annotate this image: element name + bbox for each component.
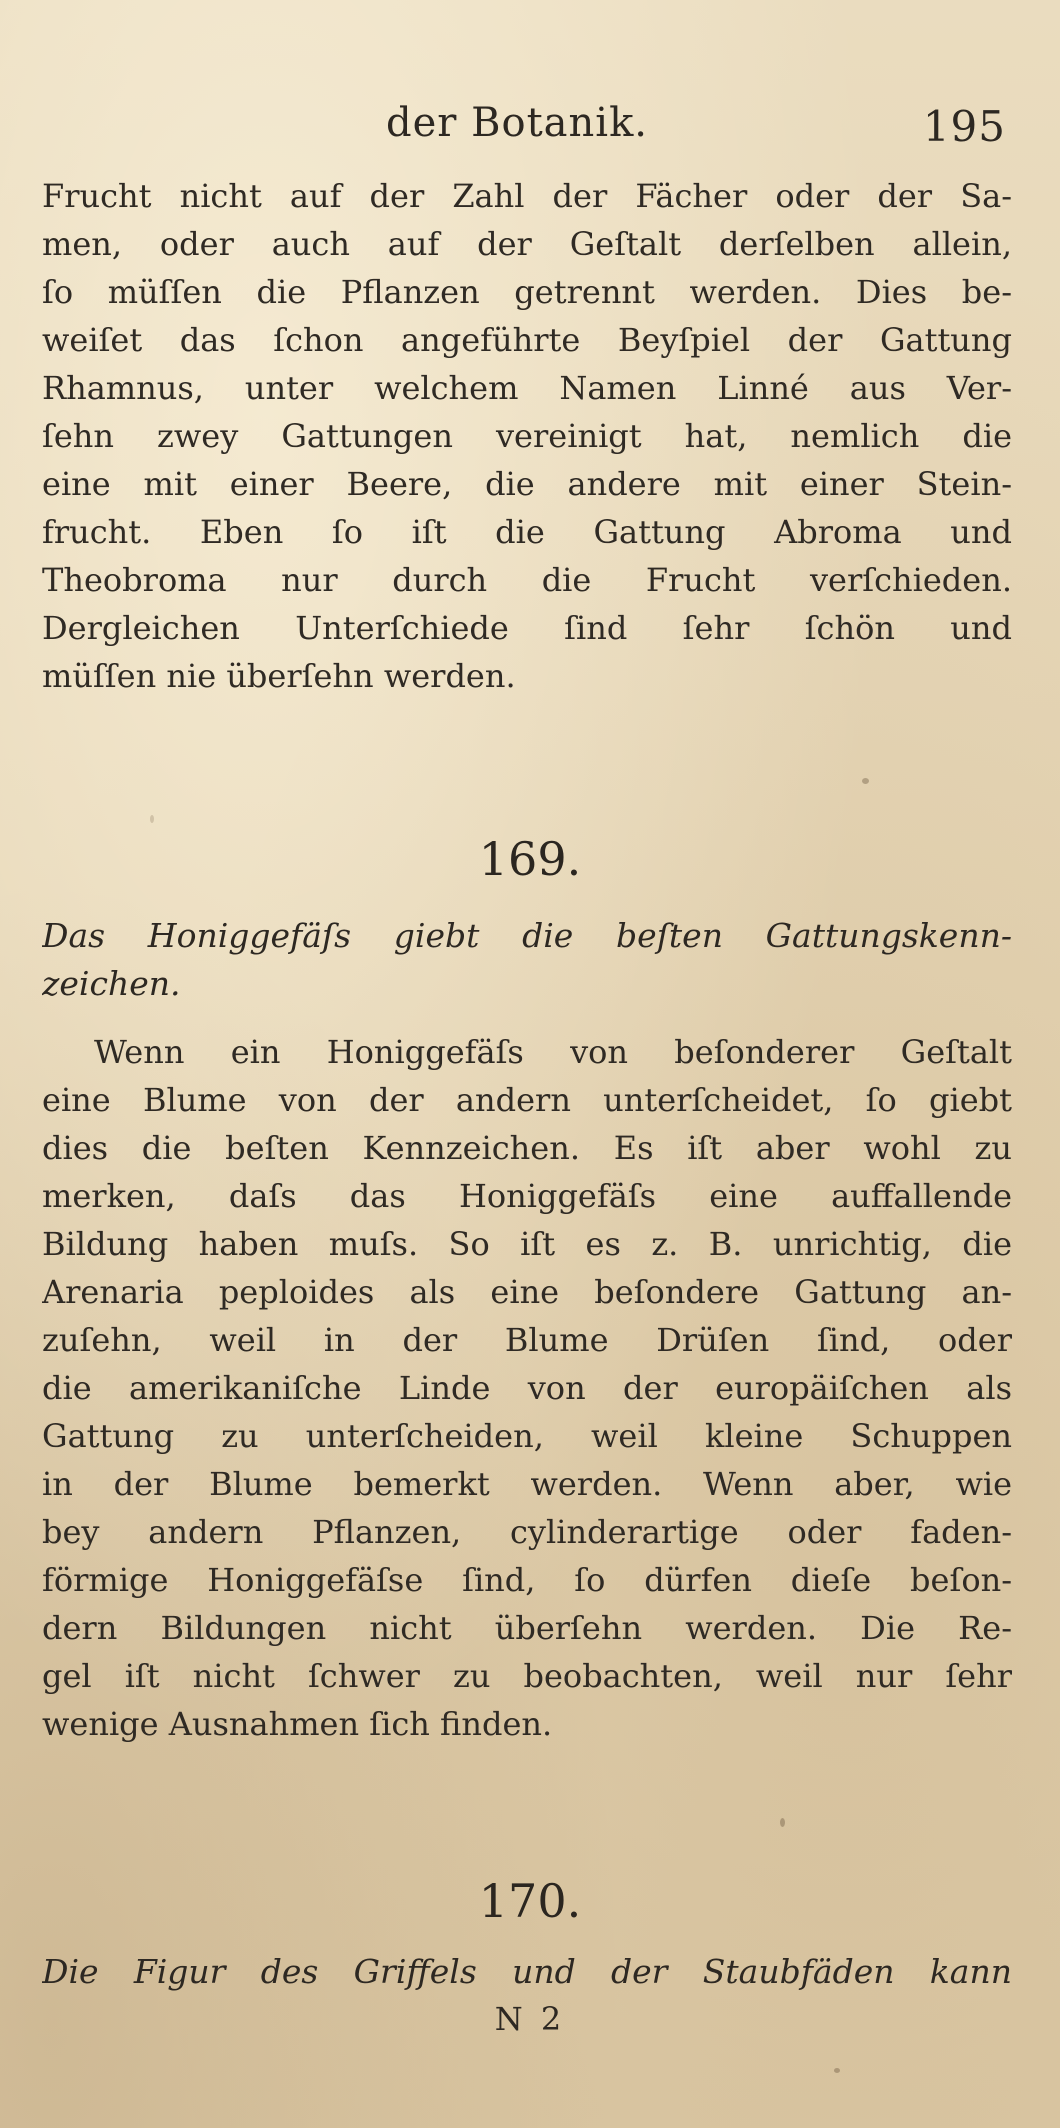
text-line: in der Blume bemerkt werden. Wenn aber, wie [42,1465,1012,1503]
text-line: Rhamnus, unter welchem Namen Linné aus Ver- [42,369,1012,407]
text-line: ſo müſſen die Pflanzen getrennt werden. Dies be- [42,273,1012,311]
text-line: Theobroma nur durch die Frucht verſchieden. [42,561,1012,599]
text-line: ſehn zwey Gattungen vereinigt hat, nemlich die [42,417,1012,455]
paper-spot [150,815,154,823]
section-paragraph [42,1028,1012,1748]
text-line: Bildung haben muſs. So iſt es z. B. unrichtig, die [42,1225,1012,1263]
text-line: frucht. Eben ſo iſt die Gattung Abroma und [42,513,1012,551]
text-line: die amerikaniſche Linde von der europäiſchen als [42,1369,1012,1407]
text-line: müſſen nie überſehn werden. [42,657,516,695]
section-heading [42,1948,1012,1996]
text-line: eine mit einer Beere, die andere mit einer Stein- [42,465,1012,503]
text-line: Dergleichen Unterſchiede ſind ſehr ſchön und [42,609,1012,647]
text-line: gel iſt nicht ſchwer zu beobachten, weil nur ſehr [42,1657,1012,1695]
text-line: Frucht nicht auf der Zahl der Fächer oder der Sa- [42,177,1012,215]
paper-spot [780,1818,785,1827]
paragraph-continued [42,172,1012,700]
text-line: Wenn ein Honiggefäſs von beſonderer Geſtalt [94,1033,1012,1071]
text-line: Gattung zu unterſcheiden, weil kleine Schuppen [42,1417,1012,1455]
running-head: der Botanik. [386,100,649,146]
section-number: 170. [478,1874,582,1928]
text-line: zuſehn, weil in der Blume Drüſen ſind, oder [42,1321,1012,1359]
text-line: merken, daſs das Honiggefäſs eine auffallende [42,1177,1012,1215]
text-line: dies die beſten Kennzeichen. Es iſt aber wohl zu [42,1129,1012,1167]
text-line: wenige Ausnahmen ſich finden. [42,1705,553,1743]
heading-line: Das Honiggefäſs giebt die beſten Gattungskenn- [42,916,1012,955]
section-heading [42,912,1012,1008]
paper-spot [862,778,869,784]
text-line: Arenaria peploides als eine beſondere Gattung an- [42,1273,1012,1311]
heading-line: zeichen. [42,964,181,1003]
text-line: förmige Honiggefäſse ſind, ſo dürfen dieſe beſon- [42,1561,1012,1599]
text-line: weiſet das ſchon angeführte Beyſpiel der Gattung [42,321,1012,359]
text-line: men, oder auch auf der Geſtalt derſelben allein, [42,225,1012,263]
text-line: eine Blume von der andern unterſcheidet, ſo giebt [42,1081,1012,1119]
heading-line: Die Figur des Griffels und der Staubfäden kann [42,1952,1012,1991]
text-line: dern Bildungen nicht überſehn werden. Die Re- [42,1609,1012,1647]
page-number: 195 [922,102,1006,151]
signature-mark: N 2 [494,2000,566,2038]
text-line: bey andern Pflanzen, cylinderartige oder faden- [42,1513,1012,1551]
paper-spot [834,2068,840,2073]
section-number: 169. [478,832,582,886]
